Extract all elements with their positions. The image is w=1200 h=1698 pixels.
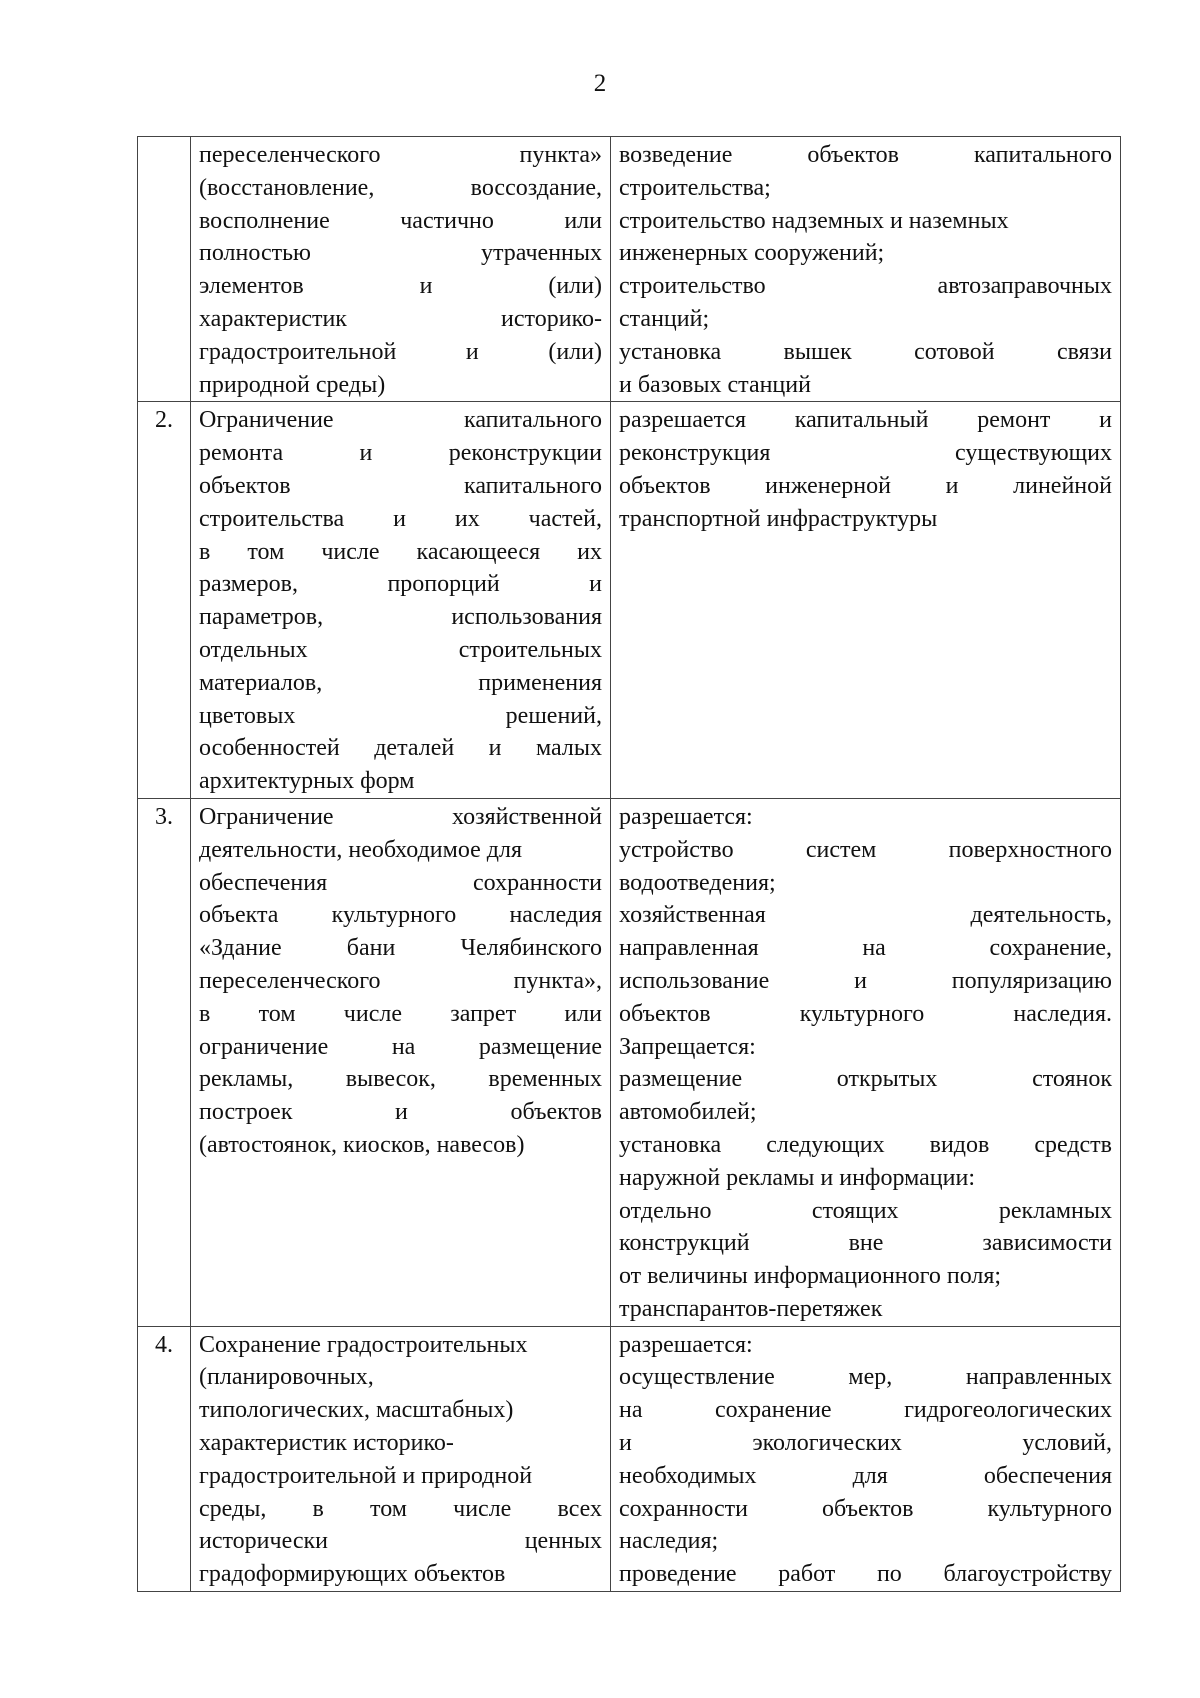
restriction-cell-line: полностью утраченных [199,240,602,267]
restriction-cell-line: элементов и (или) [199,273,602,300]
requirement-cell-line: наружной рекламы и информации: [619,1164,975,1191]
restriction-cell [191,402,611,799]
restriction-cell-line: ремонта и реконструкции [199,440,602,467]
restriction-cell-line: в том числе запрет или [199,1000,602,1027]
row-number [138,137,191,402]
table-row [138,798,1121,1326]
restriction-cell-line: переселенческого пункта» [199,142,602,168]
requirement-cell-line: конструкций вне зависимости [619,1230,1112,1257]
requirement-cell-line: на сохранение гидрогеологических [619,1397,1112,1424]
requirement-cell-line: необходимых для обеспечения [619,1462,1112,1489]
restriction-cell-line: природной среды) [199,371,386,398]
requirement-cell-line: объектов культурного наследия. [619,1000,1112,1027]
requirement-cell-line: транспарантов-перетяжек [619,1295,883,1322]
requirement-cell-line: сохранности объектов культурного [619,1495,1112,1522]
requirement-cell-line: устройство систем поверхностного [619,836,1112,863]
requirement-cell-line: от величины информационного поля; [619,1263,1002,1290]
requirement-cell [611,402,1121,799]
regulations-table [137,136,1121,1592]
requirement-cell-line: направленная на сохранение, [619,935,1112,962]
restriction-cell [191,1326,611,1591]
requirement-cell-line: строительство автозаправочных [619,273,1112,300]
requirement-cell-line: отдельно стоящих рекламных [619,1197,1112,1224]
restriction-cell-line: градостроительной и (или) [199,338,602,365]
restriction-cell-line: особенностей деталей и малых [199,735,602,762]
restriction-cell-line: деятельности, необходимое для [199,836,522,863]
restriction-cell-line: объекта культурного наследия [199,902,602,929]
requirement-cell-line: разрешается: [619,1331,753,1358]
restriction-cell-line: отдельных строительных [199,636,602,663]
requirement-cell-line: разрешается: [619,803,753,830]
restriction-cell-line: характеристик историко- [199,1430,454,1457]
requirement-cell-line: станций; [619,305,710,332]
requirement-cell-line: строительство надземных и наземных [619,207,1009,234]
restriction-cell-line: материалов, применения [199,669,602,696]
restriction-cell-line: Ограничение капитального [199,407,602,434]
requirement-cell-line: Запрещается: [619,1033,756,1060]
restriction-cell-line: среды, в том числе всех [199,1495,602,1522]
requirement-cell-line: и базовых станций [619,371,811,398]
restriction-cell-line: переселенческого пункта», [199,967,602,994]
restriction-cell-line: (планировочных, [199,1364,374,1391]
requirement-cell-line: разрешается капитальный ремонт и [619,407,1112,434]
restriction-cell-line: восполнение частично или [199,207,602,234]
requirement-cell-line: транспортной инфраструктуры [619,505,938,532]
requirement-cell-line: осуществление мер, направленных [619,1364,1112,1391]
requirement-cell-line: проведение работ по благоустройству [619,1561,1112,1588]
page-number: 2 [593,70,607,97]
restriction-cell-line: строительства и их частей, [199,505,602,532]
requirement-cell-line: хозяйственная деятельность, [619,902,1112,929]
requirement-cell-line: использование и популяризацию [619,967,1112,994]
requirement-cell [611,1326,1121,1591]
requirement-cell-line: установка следующих видов средств [619,1131,1112,1158]
requirement-cell-line: реконструкция существующих [619,440,1112,467]
restriction-cell-line: обеспечения сохранности [199,869,602,896]
requirement-cell-line: установка вышек сотовой связи [619,338,1112,365]
restriction-cell-line: (автостоянок, киосков, навесов) [199,1131,525,1158]
restriction-cell-line: в том числе касающееся их [199,538,602,565]
requirement-cell-line: наследия; [619,1528,719,1555]
table-row [138,137,1121,402]
restriction-cell-line: размеров, пропорций и [199,571,602,598]
table-row [138,1326,1121,1591]
row-number: 4. [138,1326,191,1591]
requirement-cell [611,137,1121,402]
restriction-cell-line: рекламы, вывесок, временных [199,1066,602,1093]
restriction-cell-line: Ограничение хозяйственной [199,803,602,830]
requirement-cell-line: инженерных сооружений; [619,240,885,267]
restriction-cell-line: ограничение на размещение [199,1033,602,1060]
requirement-cell-line: возведение объектов капитального [619,142,1112,168]
restriction-cell-line: Сохранение градостроительных [199,1331,528,1358]
table-row [138,402,1121,799]
restriction-cell [191,137,611,402]
row-number: 2. [138,402,191,799]
restriction-cell-line: объектов капитального [199,472,602,499]
requirement-cell-line: автомобилей; [619,1099,757,1126]
requirement-cell [611,798,1121,1326]
restriction-cell-line: типологических, масштабных) [199,1397,514,1424]
row-number: 3. [138,798,191,1326]
restriction-cell-line: построек и объектов [199,1099,602,1126]
restriction-cell-line: цветовых решений, [199,702,602,729]
restriction-cell-line: параметров, использования [199,604,602,631]
restriction-cell-line: исторически ценных [199,1528,602,1555]
requirement-cell-line: водоотведения; [619,869,776,896]
requirement-cell-line: и экологических условий, [619,1430,1112,1457]
requirement-cell-line: размещение открытых стоянок [619,1066,1112,1093]
restriction-cell-line: характеристик историко- [199,305,602,332]
restriction-cell [191,798,611,1326]
restriction-cell-line: (восстановление, воссоздание, [199,174,602,201]
requirement-cell-line: строительства; [619,174,771,201]
restriction-cell-line: «Здание бани Челябинского [199,935,602,962]
restriction-cell-line: градоформирующих объектов [199,1561,506,1588]
requirement-cell-line: объектов инженерной и линейной [619,472,1112,499]
restriction-cell-line: градостроительной и природной [199,1462,533,1489]
restriction-cell-line: архитектурных форм [199,768,415,795]
